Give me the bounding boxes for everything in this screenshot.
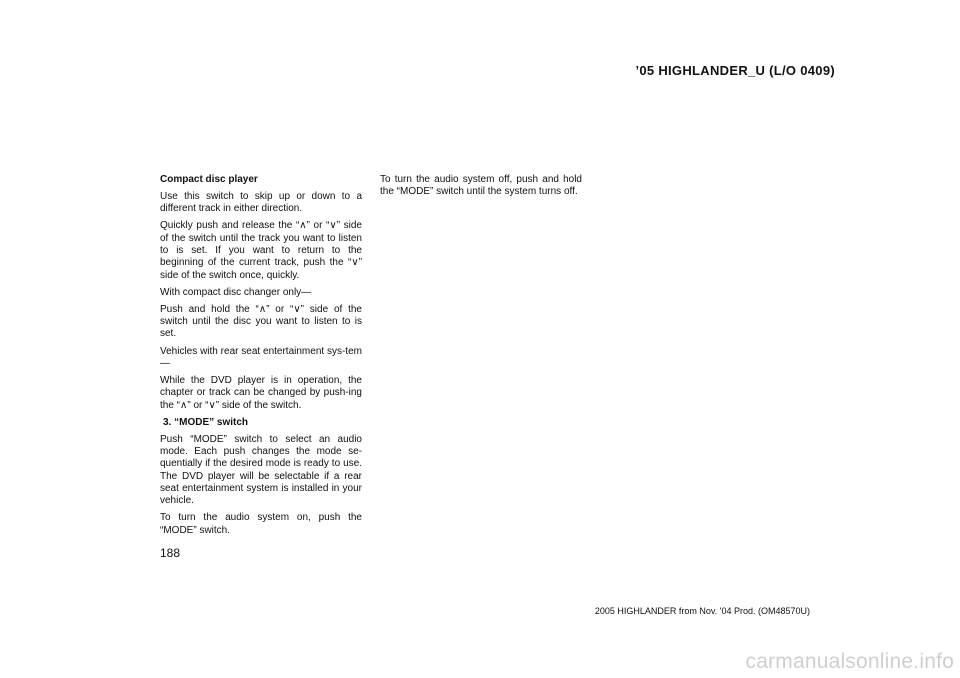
- paragraph: To turn the audio system off, push and hold the “MODE” switch until the system turns off.: [380, 174, 582, 198]
- paragraph: To turn the audio system on, push the “MODE” switch.: [160, 512, 362, 536]
- paragraph: Quickly push and release the “∧” or “∨” side of the switch until the track you want to listen to is set. If you want to return to the beginning of the current track, push the “∨” side of the switch once, quickly.: [160, 220, 362, 281]
- footer-publication-info: 2005 HIGHLANDER from Nov. '04 Prod. (OM48570U): [594, 606, 810, 616]
- paragraph: With compact disc changer only—: [160, 286, 312, 298]
- section-heading-mode-switch: 3. “MODE” switch: [163, 416, 249, 428]
- page-number: 188: [160, 546, 181, 560]
- paragraph: Push and hold the “∧” or “∨” side of the switch until the disc you want to listen to is set.: [160, 303, 362, 340]
- right-column: [380, 174, 582, 203]
- watermark: carmanualsonline.info: [745, 650, 954, 673]
- left-column: [160, 174, 362, 542]
- subheading-compact-disc-player: Compact disc player: [160, 174, 258, 185]
- paragraph: While the DVD player is in operation, the chapter or track can be changed by push-ing the “∧” or “∨” side of the switch.: [160, 374, 362, 411]
- paragraph: Use this switch to skip up or down to a different track in either direction.: [160, 191, 362, 215]
- paragraph: Vehicles with rear seat entertainment sys-tem—: [160, 345, 362, 369]
- paragraph: Push “MODE” switch to select an audio mode. Each push changes the mode se-quentially if the desired mode is ready to use. The DVD player will be selectable if a rear seat entertainment system is installed in your vehicle.: [160, 433, 362, 507]
- page-header-title: ’05 HIGHLANDER_U (L/O 0409): [635, 63, 835, 78]
